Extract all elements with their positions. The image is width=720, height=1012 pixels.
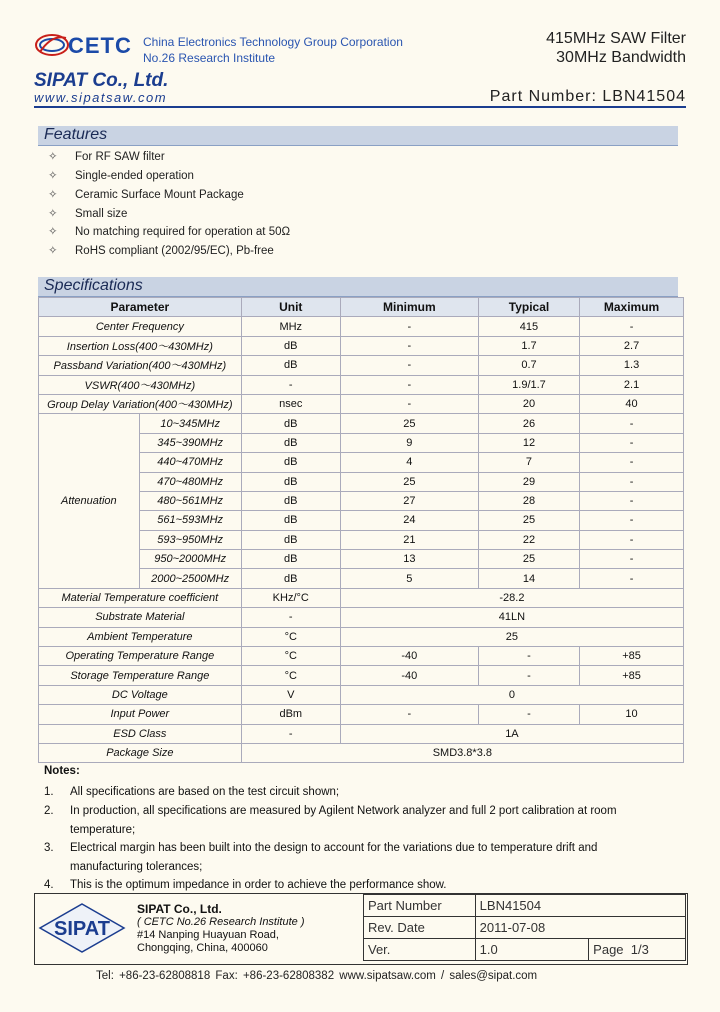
features-title: Features (44, 126, 108, 143)
table-row: DC Voltage V 0 (39, 685, 684, 704)
table-row: Insertion Loss(400～430MHz) dB - 1.7 2.7 (39, 336, 684, 355)
header-parameter: Parameter (39, 298, 242, 317)
table-row: 950~2000MHz dB 13 25 - (39, 550, 684, 569)
corporation-name: China Electronics Technology Group Corporation (143, 35, 403, 49)
table-row: 2000~2500MHz dB 5 14 - (39, 569, 684, 588)
table-row: 593~950MHz dB 21 22 - (39, 530, 684, 549)
header-unit: Unit (241, 298, 340, 317)
footer-company: SIPAT Co., Ltd. (137, 902, 222, 916)
product-title: 415MHz SAW Filter (546, 30, 686, 47)
specifications-table (38, 297, 684, 763)
contact-info: Tel: +86-23-62808818 Fax: +86-23-62808382 www.sipatsaw.com / sales@sipat.com (96, 970, 538, 982)
note-item: 4. This is the optimum impedance in order to achieve the performance show. (44, 879, 447, 891)
notes-title: Notes: (44, 765, 80, 777)
table-row: Part Number LBN41504 (364, 895, 686, 917)
diamond-bullet-icon: ✧ (48, 245, 58, 257)
footer-address: #14 Nanping Huayuan Road, (137, 929, 279, 941)
table-row: Rev. Date 2011-07-08 (364, 917, 686, 939)
header-minimum: Minimum (340, 298, 478, 317)
table-row: Ver. 1.0 Page 1/3 (364, 939, 686, 961)
table-row: Center Frequency MHz - 415 - (39, 317, 684, 336)
table-header-row (39, 298, 684, 317)
table-row: 440~470MHz dB 4 7 - (39, 453, 684, 472)
features-section-header (38, 126, 678, 146)
table-row: Ambient Temperature °C 25 (39, 627, 684, 646)
note-item: 3. Electrical margin has been built into the design to account for the variations due to temperature drift and manufacturing tolerances; (44, 842, 598, 873)
table-row: Group Delay Variation(400～430MHz) nsec - 20 40 (39, 394, 684, 413)
footer-city: Chongqing, China, 400060 (137, 942, 268, 954)
sipat-logo-icon (38, 902, 126, 954)
footer-institute: ( CETC No.26 Research Institute ) (137, 916, 305, 928)
note-item: 1. All specifications are based on the test circuit shown; (44, 786, 340, 798)
table-row: Passband Variation(400～430MHz) dB - 0.7 1.3 (39, 356, 684, 375)
feature-item: ✧ RoHS compliant (2002/95/EC), Pb-free (48, 245, 274, 257)
note-item: 2. In production, all specifications are measured by Agilent Network analyzer and full 2 port calibration at room temperature; (44, 805, 617, 836)
table-row: 345~390MHz dB 9 12 - (39, 433, 684, 452)
table-row: Material Temperature coefficient KHz/°C -28.2 (39, 588, 684, 607)
header-typical: Typical (478, 298, 579, 317)
feature-item: ✧ No matching required for operation at 50Ω (48, 226, 291, 238)
specifications-title: Specifications (44, 277, 143, 294)
attenuation-label: Attenuation (39, 414, 140, 589)
diamond-bullet-icon: ✧ (48, 189, 58, 201)
diamond-bullet-icon: ✧ (48, 151, 58, 163)
diamond-bullet-icon: ✧ (48, 226, 58, 238)
part-number: Part Number: LBN41504 (489, 88, 686, 105)
table-row: Package Size SMD3.8*3.8 (39, 743, 684, 762)
document-info-table (363, 894, 686, 961)
company-name: SIPAT Co., Ltd. (34, 70, 169, 91)
header-maximum: Maximum (580, 298, 684, 317)
feature-item: ✧ Ceramic Surface Mount Package (48, 189, 244, 201)
diamond-bullet-icon: ✧ (48, 208, 58, 220)
table-row: Operating Temperature Range °C -40 - +85 (39, 647, 684, 666)
cetc-logo-text: CETC (68, 33, 132, 58)
table-row: Input Power dBm - - 10 (39, 705, 684, 724)
institute-name: No.26 Research Institute (143, 51, 276, 65)
table-row: Storage Temperature Range °C -40 - +85 (39, 666, 684, 685)
table-row: Attenuation 10~345MHz dB 25 26 - (39, 414, 684, 433)
table-row: Substrate Material - 41LN (39, 608, 684, 627)
table-row: 470~480MHz dB 25 29 - (39, 472, 684, 491)
header-divider (34, 106, 686, 108)
specifications-section-header (38, 277, 678, 297)
table-row: 561~593MHz dB 24 25 - (39, 511, 684, 530)
feature-item: ✧ For RF SAW filter (48, 151, 165, 163)
feature-item: ✧ Small size (48, 208, 128, 220)
website-link[interactable]: www.sipatsaw.com (34, 90, 168, 105)
feature-item: ✧ Single-ended operation (48, 170, 194, 182)
sipat-logo-text: SIPAT (54, 918, 110, 940)
product-bandwidth: 30MHz Bandwidth (556, 49, 686, 66)
table-row: ESD Class - 1A (39, 724, 684, 743)
table-row: VSWR(400～430MHz) - - 1.9/1.7 2.1 (39, 375, 684, 394)
table-row: 480~561MHz dB 27 28 - (39, 491, 684, 510)
diamond-bullet-icon: ✧ (48, 170, 58, 182)
